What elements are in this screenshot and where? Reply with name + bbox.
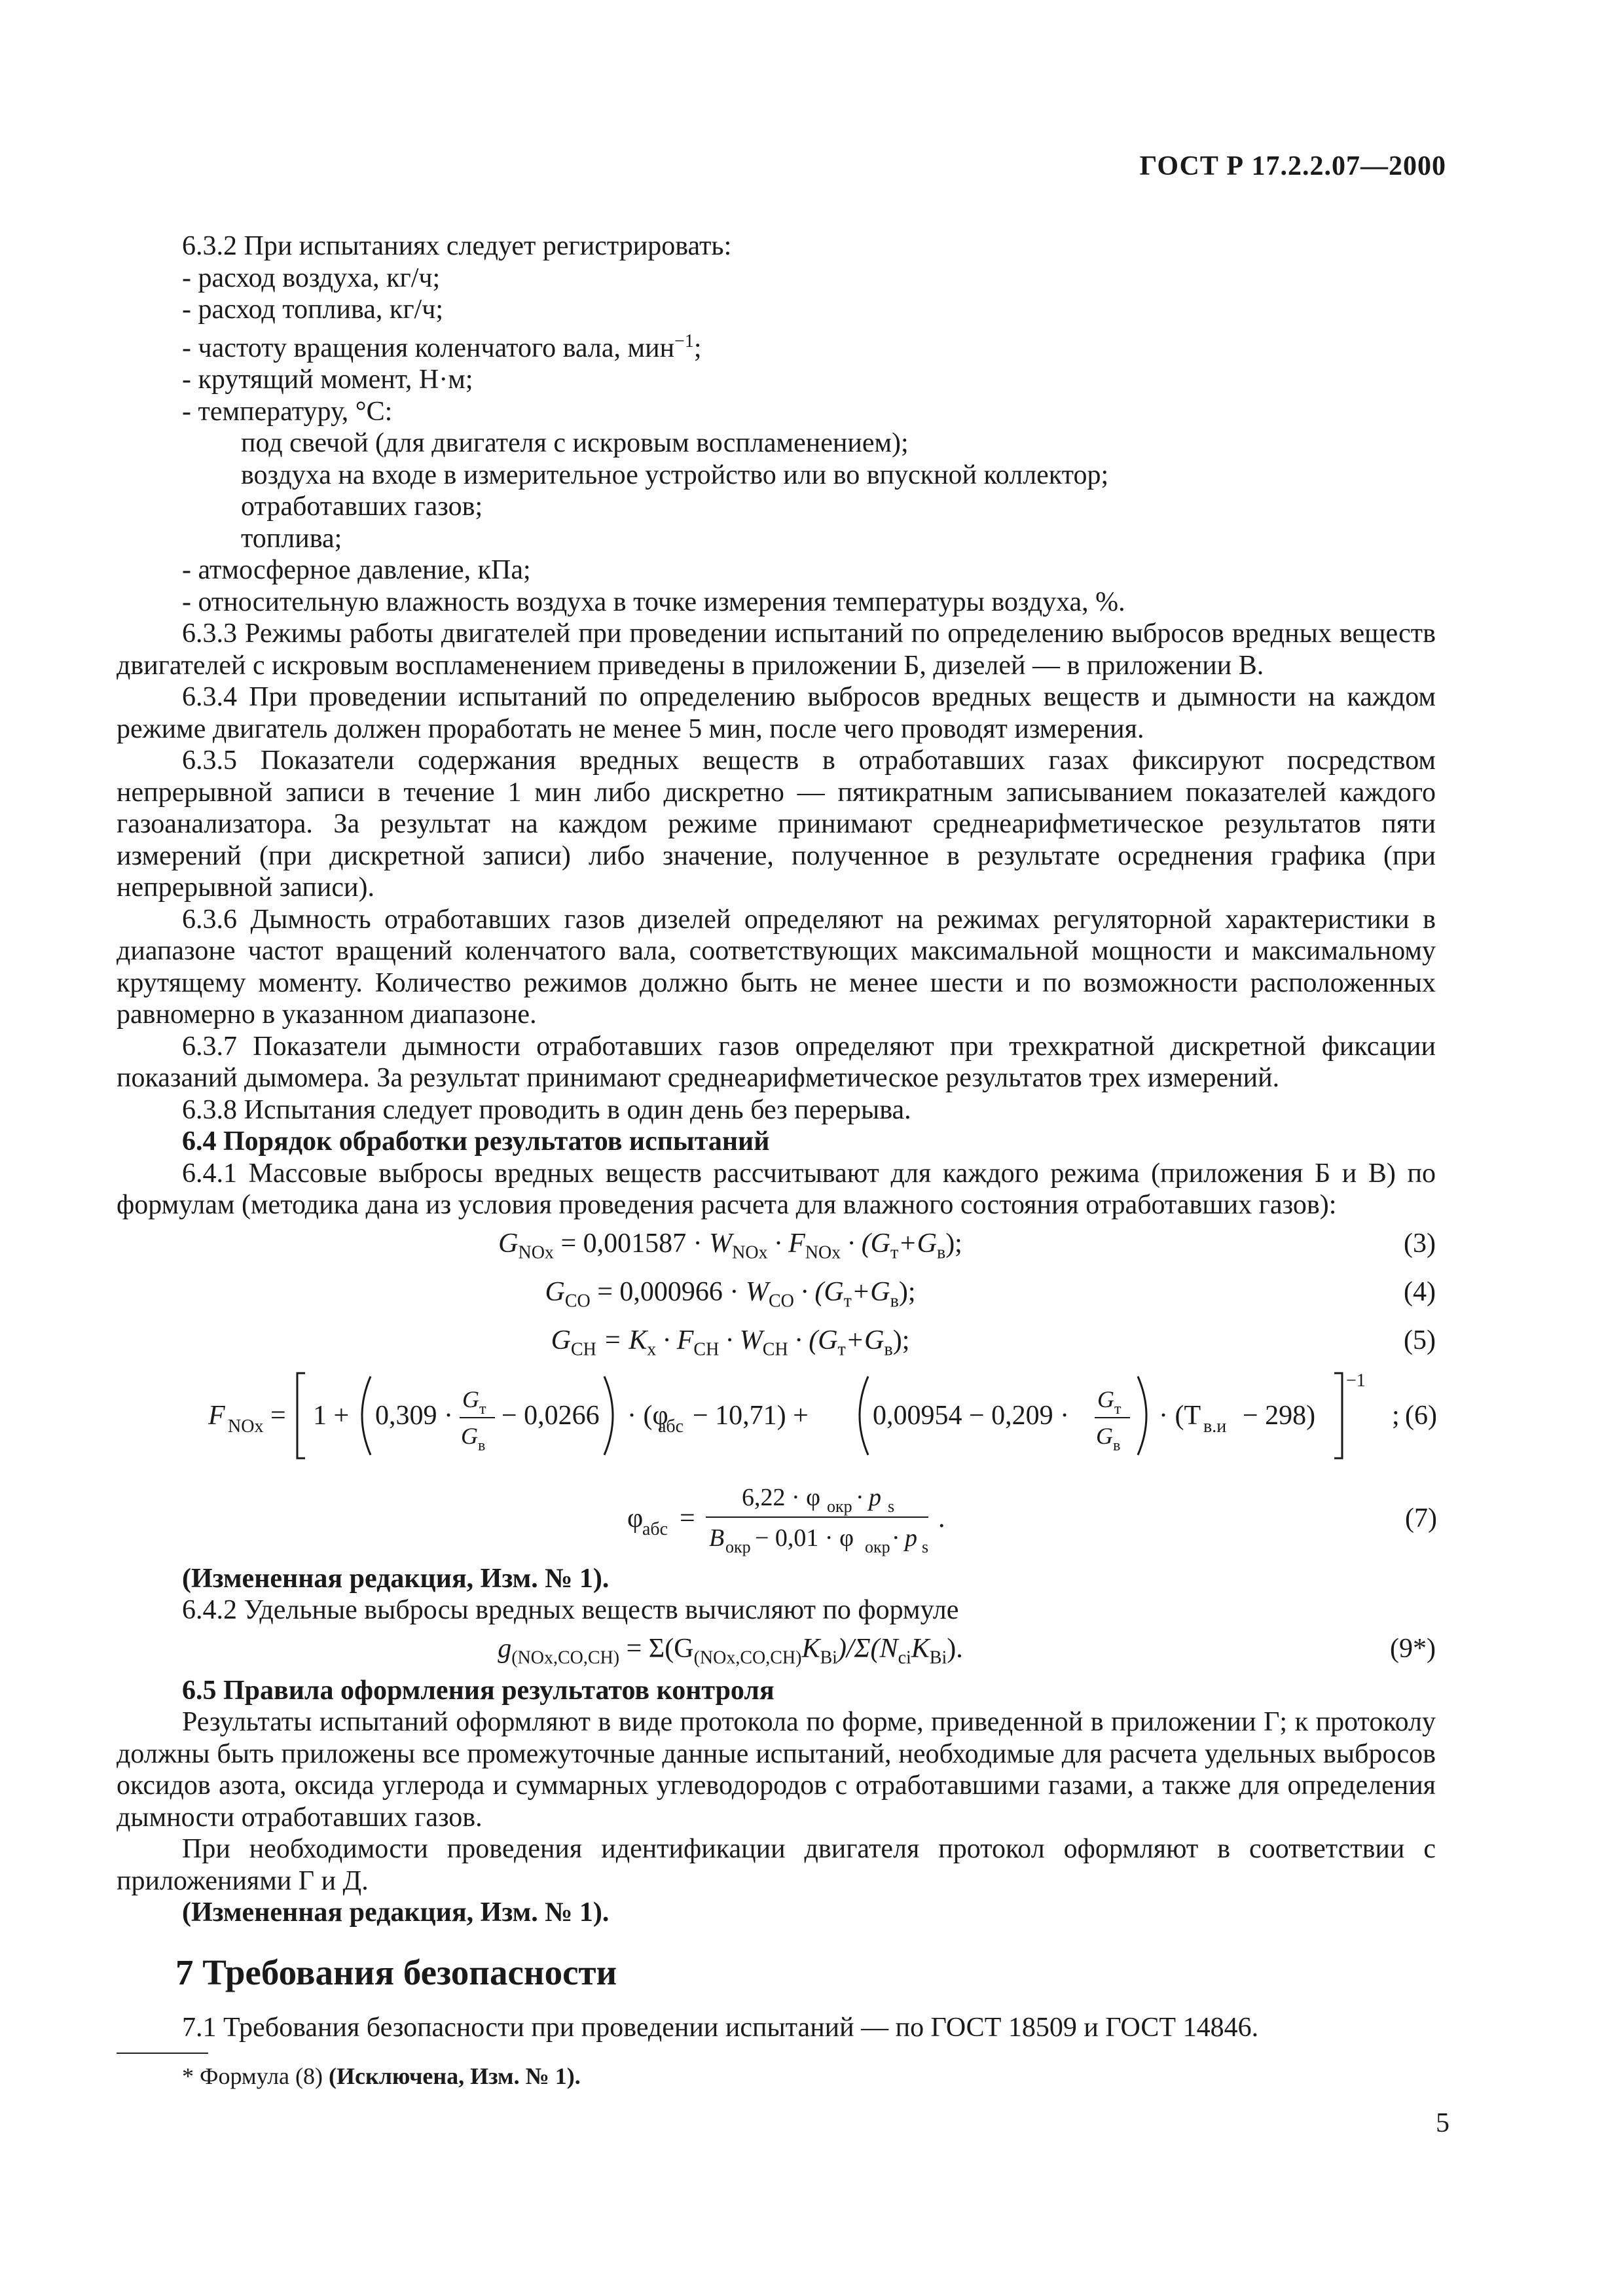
formula-7-svg [117,1465,1436,1563]
formula-number: (7) [1405,1503,1436,1534]
temp-list-item: под свечой (для двигателя с искровым воспламенением); [241,428,909,458]
clause-6-3-2-intro: 6.3.2 При испытаниях следует регистрировать: [182,231,732,261]
svg-text:· (T: · (T [1159,1400,1201,1431]
big-bracket-left [297,1373,305,1458]
clause-6-4-2: 6.4.2 Удельные выбросы вредных веществ вычисляют по формуле [182,1595,959,1625]
svg-text:=: = [680,1503,695,1534]
document-body [117,230,1436,2092]
formula-4: $G_{CO} = 0,000966 \cdot W_{CO} \cdot (G_т+G_в)$; (4) [545,1276,1436,1311]
clause-6-3-6: 6.3.6 Дымность отработавших газов дизелей определяют на режимах регуляторной характеристики в диапазоне частот вращений коленчатого вала, соответствующих максимальной мощности и максимальному крутящему моменту. Количество режимов должно быть не менее шести и по возможности расположенных равномерно в указанном диапазоне. [117,904,1436,1030]
svg-text:F: F [208,1400,225,1431]
svg-text:− 0,01 · φ: − 0,01 · φ [755,1524,854,1552]
svg-text:G: G [461,1422,478,1449]
svg-text:1 +: 1 + [313,1400,350,1431]
svg-text:G: G [462,1386,479,1412]
clause-6-3-8: 6.3.8 Испытания следует проводить в один день без перерыва. [182,1094,911,1125]
svg-text:φ: φ [627,1503,644,1534]
svg-text:в: в [478,1437,486,1454]
svg-text:0,00954 − 0,209 ·: 0,00954 − 0,209 · [873,1400,1070,1431]
list-item: - расход воздуха, кг/ч; [182,262,441,293]
formula-5: $G_{CH} = K_x \cdot F_{CH} \cdot W_{CH} \cdot (G_т+G_в)$; (5) [551,1325,1436,1359]
temp-list-item: воздуха на входе в измерительное устройство или во впускной коллектор; [241,459,1109,490]
svg-text:.: . [938,1503,945,1534]
formula-number: (3) [1404,1228,1436,1259]
clause-6-5-para-2: При необходимости проведения идентификации двигателя протокол оформляют в соответствии с приложениями Г и Д. [117,1834,1436,1896]
svg-text:s: s [922,1537,929,1556]
clause-6-3-4: 6.3.4 При проведении испытаний по определению выбросов вредных веществ и дымности на каждом режиме двигатель должен проработать не менее 5 мин, после чего проводят измерения. [117,682,1436,744]
svg-text:· p: · p [892,1524,917,1552]
svg-text:т: т [479,1400,486,1418]
formula-6-svg [117,1367,1436,1465]
formula-3: $G_{NOx} = 0,001587 \cdot W_{NOx} \cdot F_{NOx} \cdot (G_т+G_в)$; (3) [498,1228,1436,1263]
svg-text:0,309 ·: 0,309 · [375,1400,453,1431]
svg-text:в.и: в.и [1203,1416,1227,1437]
clause-6-3-7: 6.3.7 Показатели дымности отработавших газов определяют при трехкратной дискретной фиксации показаний дымомера. За результат принимают среднеарифметическое результатов трех измерений. [117,1031,1436,1093]
svg-text:абс: абс [642,1518,668,1539]
clause-7-1: 7.1 Требования безопасности при проведении испытаний — по ГОСТ 18509 и ГОСТ 14846. [182,2012,1259,2043]
formula-number: (9*) [1390,1633,1436,1664]
svg-text:− 10,71) +: − 10,71) + [693,1400,809,1431]
clause-6-5-para-1: Результаты испытаний оформляют в виде протокола по форме, приведенной в приложении Г; к протоколу должны быть приложены все промежуточные данные испытаний, необходимые для расчета удельных выбросов оксидов азота, оксида углерода и суммарных углеводородов с отработавшими газами, а также для определения дымности отработавших газов. [117,1707,1436,1833]
list-item: - относительную влажность воздуха в точке измерения температуры воздуха, %. [182,586,1125,617]
list-item: - расход топлива, кг/ч; [182,295,443,325]
svg-text:окр: окр [865,1537,890,1556]
formula-7 [117,1465,1436,1563]
footnote-rule [117,2053,208,2054]
formula-number: (5) [1404,1325,1436,1355]
page-number: 5 [1436,2108,1450,2138]
amendment-note: (Измененная редакция, Изм. № 1). [182,1563,610,1594]
formula-9: $g_{(NOx,CO,CH)} = \Sigma(G_{(NOx,CO,CH)}K_{Bi})/\Sigma(N_{ci}K_{Bi})$. (9*) [498,1633,1436,1668]
clause-6-3-3: 6.3.3 Режимы работы двигателей при проведении испытаний по определению выбросов вредных веществ двигателей с искровым воспламенением приведены в приложении Б, дизелей — в приложении В. [117,619,1436,681]
formula-number: (6) [1405,1400,1436,1431]
temp-list-item: отработавших газов; [241,492,483,522]
svg-text:окр: окр [725,1537,751,1556]
svg-text:окр: окр [827,1496,852,1516]
list-item: - частоту вращения коленчатого вала, мин$^{-1}$; [182,331,702,363]
temp-list-item: топлива; [241,523,342,554]
paren-left [362,1376,371,1455]
svg-text:=: = [270,1400,286,1431]
svg-text:−1: −1 [1346,1370,1366,1391]
section-7-heading: 7 Требования безопасности [175,1952,617,1992]
list-item: - температуру, °С: [182,396,393,427]
svg-text:абс: абс [658,1416,684,1437]
heading-6-4: 6.4 Порядок обработки результатов испытаний [182,1126,770,1157]
svg-text:т: т [1114,1400,1122,1418]
superscript: −1 [674,331,694,351]
clause-6-4-1: 6.4.1 Массовые выбросы вредных веществ рассчитывают для каждого режима (приложения Б и В) по формулам (методика дана из условия проведения расчета для влажного состояния отработавших газов): [117,1158,1436,1220]
svg-text:NOx: NOx [228,1416,264,1437]
svg-text:· p: · p [856,1483,881,1511]
svg-text:− 0,0266: − 0,0266 [501,1400,600,1431]
svg-text:− 298): − 298) [1243,1400,1316,1431]
paren-right [1138,1376,1146,1455]
list-item: - атмосферное давление, кПа; [182,555,531,585]
formula-6 [117,1367,1436,1465]
big-bracket-right [1334,1373,1342,1458]
footnote: * Формула (8) (Исключена, Изм. № 1). [182,2063,581,2089]
svg-text:G: G [1096,1422,1113,1449]
amendment-note: (Измененная редакция, Изм. № 1). [182,1897,610,1928]
standard-header: ГОСТ Р 17.2.2.07—2000 [1139,151,1446,181]
svg-text:· (φ: · (φ [627,1400,668,1431]
paren-left [860,1376,868,1455]
paren-right [604,1376,613,1455]
clause-6-3-5: 6.3.5 Показатели содержания вредных веществ в отработавших газах фиксируют посредством непрерывной записи в течение 1 мин либо дискретно — пятикратным записыванием показателей каждого газоанализатора. За результат на каждом режиме принимают среднеарифметическое результатов пяти измерений (при дискретной записи) либо значение, полученное в результате осреднения графика (при непрерывной записи). [117,745,1436,903]
heading-6-5: 6.5 Правила оформления результатов контроля [182,1675,775,1706]
svg-text:;: ; [1392,1400,1400,1431]
svg-text:в: в [1113,1437,1121,1454]
svg-text:s: s [888,1496,895,1516]
svg-text:G: G [1097,1386,1114,1412]
list-item: - крутящий момент, Н·м; [182,365,473,395]
svg-text:6,22 · φ: 6,22 · φ [742,1483,821,1511]
svg-text:B: B [709,1524,725,1552]
formula-number: (4) [1404,1276,1436,1307]
